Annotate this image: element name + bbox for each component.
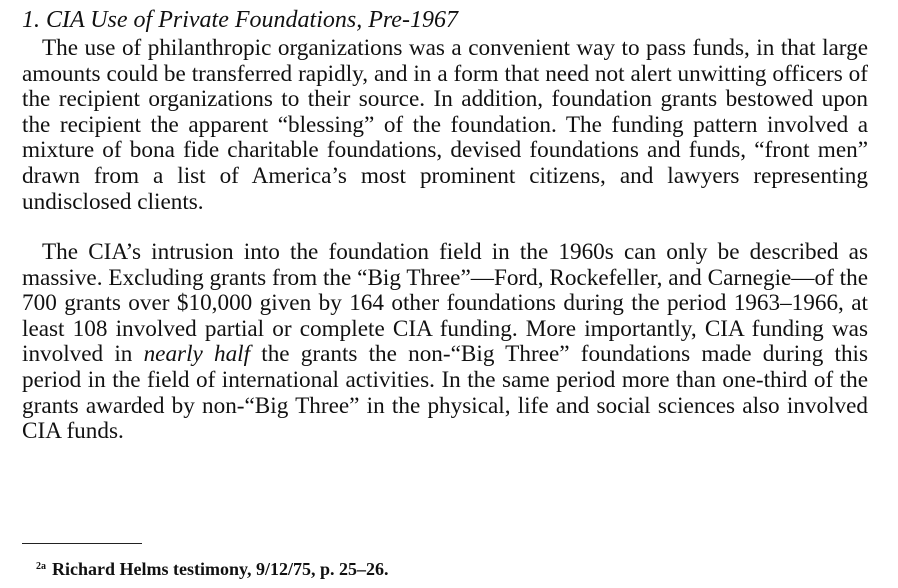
paragraph-2: [22, 240, 868, 445]
footnote: [36, 556, 389, 580]
paragraph-1: The use of philanthropic organizations was a convenient way to pass funds, in that large amounts could be transferred rapidly, and in a form that need not alert unwitting officers of the recipient organizations to their source. In addition, foundation grants bestowed upon the recipient the apparent “blessing” of the foundation. The funding pattern involved a mixture of bona fide charitable foundations, devised foundations and funds, “front men” drawn from a list of America’s most prominent citizens, and lawyers representing undisclosed clients.: [22, 35, 868, 215]
section-heading: 1. CIA Use of Private Foundations, Pre-1967: [22, 7, 458, 33]
paragraph-2-text-b: the grants the non-“Big Three” foundations made during this period in the field of international activities. In the same period more than one-third of the grants awarded by non-“Big Three” in the physical, life and social sciences also involved CIA funds.: [22, 341, 869, 445]
paragraph-2-emphasis: nearly half: [143, 341, 251, 368]
paragraph-2-text-a: The CIA’s intrusion into the foundation field in the 1960s can only be described as massive. Excluding grants from the “Big Three”—Ford, Rockefeller, and Carnegie—of the 700 grants over $10,000 given by 164 other foundations during the period 1963–1966, at least 108 involved partial or complete CIA funding. More importantly, CIA funding was involved in: [22, 239, 868, 368]
footnote-marker: 2a: [36, 561, 46, 572]
footnote-divider: [22, 543, 142, 544]
footnote-text: Richard Helms testimony, 9/12/75, p. 25–26.: [52, 559, 389, 579]
